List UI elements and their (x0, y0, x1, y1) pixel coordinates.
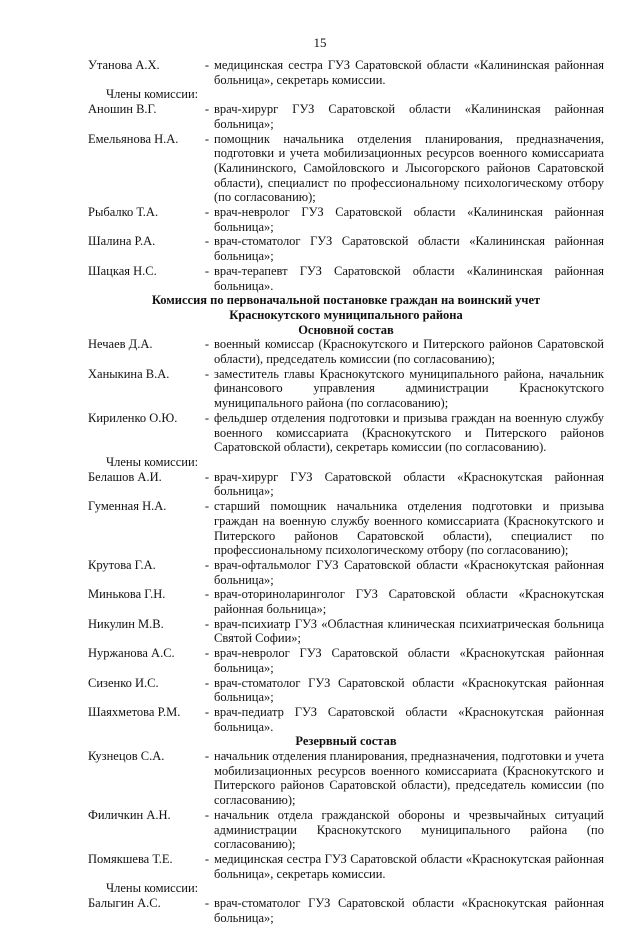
members-subheading: Члены комиссии: (106, 881, 199, 896)
member-entry (88, 337, 604, 366)
member-name: Аношин В.Г. (88, 102, 157, 117)
member-entry (88, 234, 604, 263)
member-role: начальник отдела гражданской обороны и чрезвычайных ситуаций администрации Краснокутского муниципального района (по согласованию); (214, 807, 604, 852)
member-entry (88, 367, 604, 411)
members-subheading: Члены комиссии: (106, 454, 199, 469)
member-name: Нечаев Д.А. (88, 337, 153, 352)
member-name: Белашов А.И. (88, 469, 162, 484)
member-role: военный комиссар (Краснокутского и Питерского районов Саратовской области), председатель комиссии (по согласованию); (214, 337, 604, 367)
member-entry (88, 749, 604, 808)
dash-separator: - (204, 263, 210, 278)
members-subheading: Члены комиссии: (106, 87, 199, 102)
member-name: Шалина Р.А. (88, 234, 156, 249)
dash-separator: - (204, 896, 210, 911)
member-role: начальник отделения планирования, предназначения, подготовки и учета мобилизационных ресурсов военного комиссариата (Краснокутского и Питерского районов Саратовской области), председатель комиссии (по согласованию); (214, 749, 604, 808)
member-name: Нуржанова А.С. (88, 646, 175, 661)
member-entry (88, 808, 604, 852)
member-name: Ханыкина В.А. (88, 366, 170, 381)
member-name: Сизенко И.С. (88, 675, 159, 690)
section-heading: Комиссия по первоначальной постановке граждан на воинский учет (151, 293, 541, 308)
member-name: Гуменная Н.А. (88, 499, 167, 514)
dash-separator: - (204, 557, 210, 572)
member-entry (88, 705, 604, 734)
dash-separator: - (204, 58, 210, 72)
member-role: медицинская сестра ГУЗ Саратовской области «Краснокутская районная больница», секретарь комиссии. (214, 851, 604, 881)
member-name: Шаяхметова Р.М. (88, 704, 181, 719)
document-body (88, 58, 604, 925)
member-entry (88, 264, 604, 293)
member-role: медицинская сестра ГУЗ Саратовской области «Калининская районная больница», секретарь комиссии. (214, 58, 604, 87)
member-role: врач-оториноларинголог ГУЗ Саратовской области «Краснокутская районная больница»; (214, 587, 604, 617)
dash-separator: - (204, 616, 210, 631)
member-role: старший помощник начальника отделения подготовки и призыва граждан на военную службу военного комиссариата (Краснокутского и Питерского районов Саратовской области), специалист по профессиональному психологическому отбору (по согласованию); (214, 499, 604, 558)
dash-separator: - (204, 410, 210, 425)
dash-separator: - (204, 366, 210, 381)
member-role: врач-психиатр ГУЗ «Областная клиническая психиатрическая больница Святой Софии»; (214, 616, 604, 646)
member-name: Утанова А.Х. (88, 58, 160, 72)
member-role: врач-стоматолог ГУЗ Саратовской области «Краснокутская районная больница»; (214, 675, 604, 705)
member-name: Шацкая Н.С. (88, 263, 157, 278)
member-entry (88, 132, 604, 206)
dash-separator: - (204, 469, 210, 484)
member-entry (88, 205, 604, 234)
dash-separator: - (204, 807, 210, 822)
member-role: помощник начальника отделения планирования, предназначения, подготовки и учета мобилизационных ресурсов военного комиссариата (Калининского, Самойловского и Лысогорского районов Саратовской области), специалист по профессиональному психологическому отбору (по согласованию); (214, 131, 604, 205)
dash-separator: - (204, 131, 210, 146)
member-entry (88, 411, 604, 455)
member-entry (88, 499, 604, 558)
member-entry (88, 587, 604, 616)
member-name: Емельянова Н.А. (88, 131, 179, 146)
member-name: Рыбалко Т.А. (88, 205, 159, 220)
section-heading: Резервный состав (295, 734, 397, 749)
dash-separator: - (204, 234, 210, 249)
dash-separator: - (204, 675, 210, 690)
dash-separator: - (204, 851, 210, 866)
member-name: Кириленко О.Ю. (88, 410, 178, 425)
member-entry (88, 896, 604, 925)
member-role: врач-офтальмолог ГУЗ Саратовской области «Краснокутская районная больница»; (214, 557, 604, 587)
member-name: Филичкин А.Н. (88, 807, 171, 822)
dash-separator: - (204, 337, 210, 352)
member-entry (88, 470, 604, 499)
member-role: врач-невролог ГУЗ Саратовской области «Калининская районная больница»; (214, 205, 604, 234)
dash-separator: - (204, 704, 210, 719)
member-role: врач-педиатр ГУЗ Саратовской области «Краснокутская районная больница». (214, 704, 604, 734)
member-name: Минькова Г.Н. (88, 587, 166, 602)
member-entry (88, 558, 604, 587)
member-entry (88, 646, 604, 675)
section-heading: Основной состав (298, 322, 394, 337)
member-name: Никулин М.В. (88, 616, 164, 631)
member-role: врач-стоматолог ГУЗ Саратовской области «Краснокутская районная больница»; (214, 896, 604, 925)
member-name: Кузнецов С.А. (88, 749, 165, 764)
member-role: врач-хирург ГУЗ Саратовской области «Калининская районная больница»; (214, 102, 604, 131)
member-entry (88, 617, 604, 646)
member-role: фельдшер отделения подготовки и призыва граждан на военную службу военного комиссариата (Краснокутского и Питерского районов Саратовской области), секретарь комиссии (по согласованию). (214, 410, 604, 455)
member-role: заместитель главы Краснокутского муниципального района, начальник финансового управления администрации Краснокутского муниципального района (по согласованию); (214, 366, 604, 411)
page-number: 15 (313, 35, 327, 50)
member-name: Крутова Г.А. (88, 557, 156, 572)
member-name: Помякшева Т.Е. (88, 851, 173, 866)
section-heading: Краснокутского муниципального района (229, 307, 463, 322)
dash-separator: - (204, 587, 210, 602)
member-entry (88, 852, 604, 881)
member-role: врач-терапевт ГУЗ Саратовской области «Калининская районная больница». (214, 263, 604, 293)
member-role: врач-невролог ГУЗ Саратовской области «Краснокутская районная больница»; (214, 646, 604, 675)
member-role: врач-стоматолог ГУЗ Саратовской области «Калининская районная больница»; (214, 234, 604, 264)
dash-separator: - (204, 499, 210, 514)
member-entry (88, 102, 604, 131)
dash-separator: - (204, 102, 210, 117)
member-entry (88, 58, 604, 87)
member-role: врач-хирург ГУЗ Саратовской области «Краснокутская районная больница»; (214, 469, 604, 499)
member-entry (88, 676, 604, 705)
dash-separator: - (204, 205, 210, 220)
dash-separator: - (204, 646, 210, 661)
member-name: Балыгин А.С. (88, 896, 161, 911)
dash-separator: - (204, 749, 210, 764)
